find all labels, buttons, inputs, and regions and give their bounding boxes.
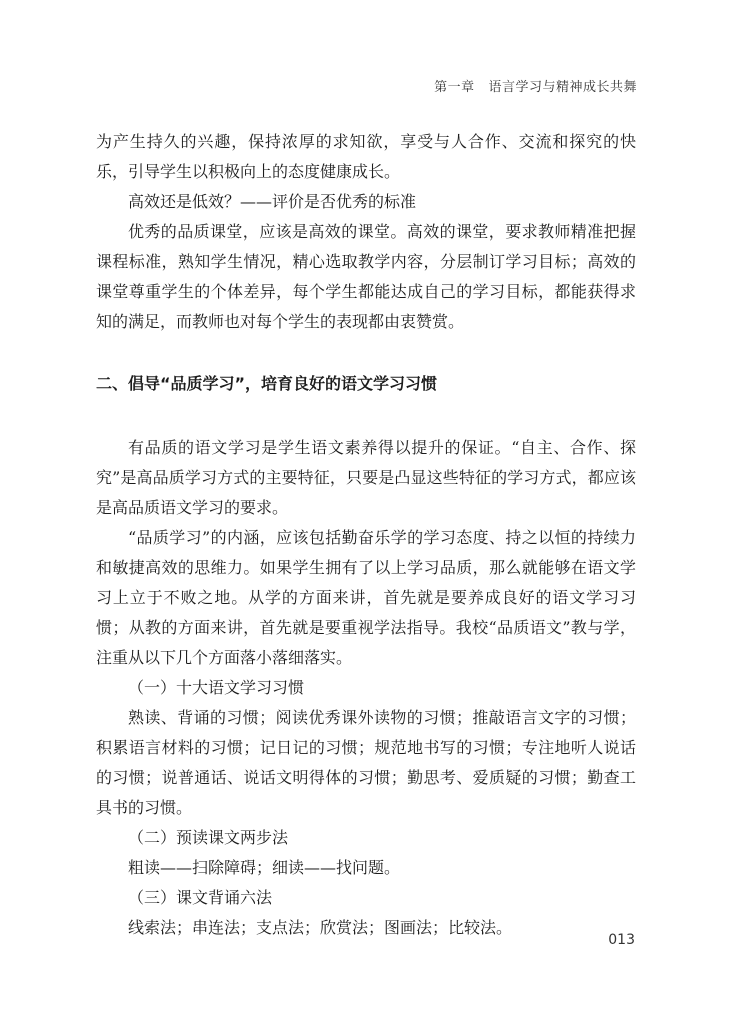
page-body: [96, 127, 636, 943]
subsection-title: （二）预读课文两步法: [128, 828, 289, 847]
paragraph-subheading: 高效还是低效？——评价是否优秀的标准: [128, 192, 417, 211]
subsection-body: 粗读——扫除障碍；细读——找问题。: [128, 858, 401, 877]
subsection-body: 熟读、背诵的习惯；阅读优秀课外读物的习惯；推敲语言文字的习惯；积累语言材料的习惯；记日记的习惯；规范地书写的习惯；专注地听人说话的习惯；说普通话、说话文明得体的习惯；勤思考、爱质疑的习惯；勤查工具书的习惯。: [96, 708, 636, 817]
paragraph-continuation: 为产生持久的兴趣，保持浓厚的求知欲，享受与人合作、交流和探究的快乐，引导学生以积极向上的态度健康成长。: [96, 132, 636, 181]
paragraph: 优秀的品质课堂，应该是高效的课堂。高效的课堂，要求教师精准把握课程标准，熟知学生情况，精心选取教学内容，分层制订学习目标；高效的课堂尊重学生的个体差异，每个学生都能达成自己的学习目标，都能获得求知的满足，而教师也对每个学生的表现都由衷赞赏。: [96, 222, 636, 331]
subsection-title: （三）课文背诵六法: [128, 888, 273, 907]
paragraph: “品质学习”的内涵，应该包括勤奋乐学的学习态度、持之以恒的持续力和敏捷高效的思维力。如果学生拥有了以上学习品质，那么就能够在语文学习上立于不败之地。从学的方面来讲，首先就是要养成良好的语文学习习惯；从教的方面来讲，首先就是要重视学法指导。我校“品质语文”教与学，注重从以下几个方面落小落细落实。: [96, 528, 636, 667]
subsection-body: 线索法；串连法；支点法；欣赏法；图画法；比较法。: [128, 918, 513, 937]
chapter-label: 第一章: [434, 80, 475, 95]
running-header: [434, 76, 637, 95]
paragraph: 有品质的语文学习是学生语文素养得以提升的保证。“自主、合作、探究”是高品质学习方式的主要特征，只要是凸显这些特征的学习方式，都应该是高品质语文学习的要求。: [96, 438, 636, 517]
section-heading: 二、倡导“品质学习”，培育良好的语文学习习惯: [96, 374, 438, 393]
subsection-title: （一）十大语文学习习惯: [128, 678, 305, 697]
page-number: 013: [608, 932, 635, 948]
chapter-title: 语言学习与精神成长共舞: [488, 80, 637, 95]
